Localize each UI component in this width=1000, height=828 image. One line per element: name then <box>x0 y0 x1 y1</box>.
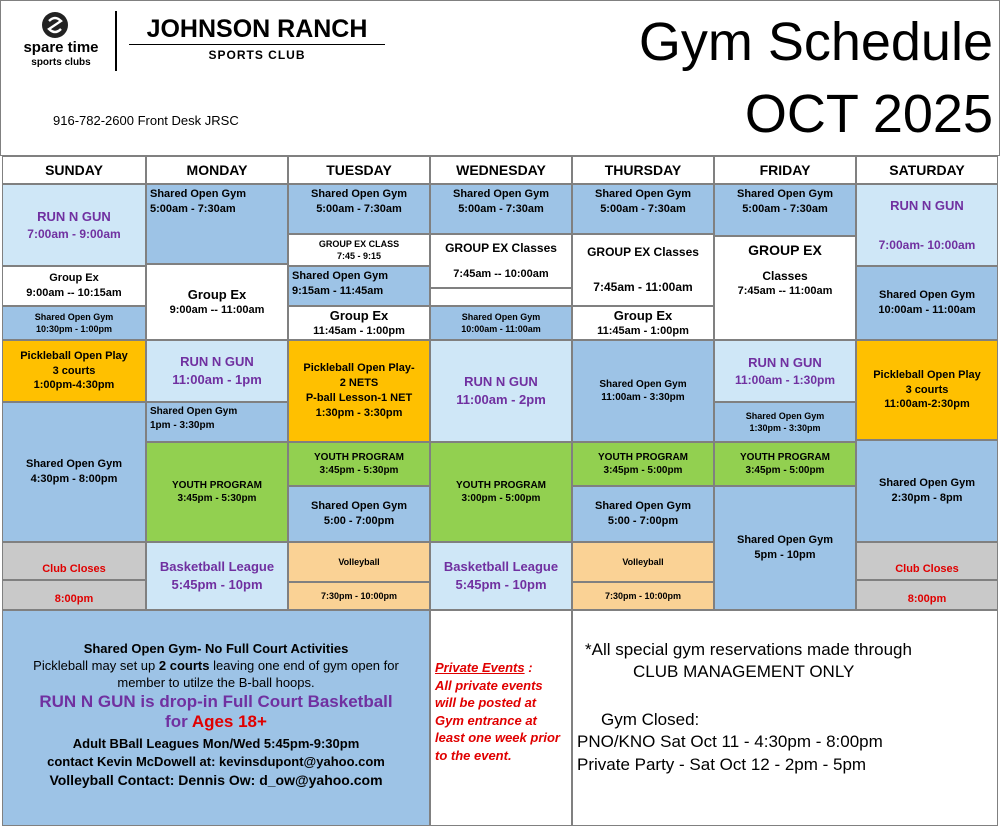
footer-left-l6: Adult BBall Leagues Mon/Wed 5:45pm-9:30pm <box>72 736 360 751</box>
friday-youth-time: 3:45pm - 5:00pm <box>745 465 825 476</box>
spare-time-logo <box>7 9 115 73</box>
wednesday-basketball-league <box>430 542 572 610</box>
wednesday-group-ex-classes <box>430 234 572 288</box>
sunday-groupex-title: Group Ex <box>49 272 99 285</box>
footer-left-l5a: for <box>165 712 192 731</box>
gym-closed-label: Gym Closed: <box>601 710 700 729</box>
thursday-sog2-title: Shared Open Gym <box>599 378 687 390</box>
tuesday-sog3-title: Shared Open Gym <box>311 500 407 513</box>
wednesday-youth-title: YOUTH PROGRAM <box>456 479 546 491</box>
footer-left-l2b: 2 courts <box>158 658 210 673</box>
monday-run-n-gun <box>146 340 288 402</box>
saturday-sog1-time: 10:00am - 11:00am <box>878 304 976 316</box>
tuesday-shared-open-gym-2 <box>288 266 430 306</box>
sunday-run-n-gun <box>2 184 146 266</box>
gym-closed-l2: Private Party - Sat Oct 12 - 2pm - 5pm <box>577 755 867 774</box>
tuesday-group-ex <box>288 306 430 340</box>
reservations-panel <box>572 610 998 826</box>
logo2-line2: SPORTS CLUB <box>208 48 306 62</box>
thursday-shared-open-gym-3 <box>572 486 714 542</box>
saturday-run-title: RUN N GUN <box>890 197 964 213</box>
friday-sog3-time: 5pm - 10pm <box>754 549 816 561</box>
header <box>0 0 1000 156</box>
monday-run-time: 11:00am - 1pm <box>172 372 262 387</box>
friday-youth-program <box>714 442 856 486</box>
wednesday-shared-open-gym-2 <box>430 306 572 340</box>
thursday-group-ex-classes <box>572 234 714 306</box>
tuesday-pb-l2: 2 NETS <box>339 377 379 390</box>
day-header-saturday: SATURDAY <box>856 156 998 184</box>
day-header-wednesday: WEDNESDAY <box>430 156 572 184</box>
sunday-sog1-time: 10:30pm - 1:00pm <box>35 324 113 334</box>
friday-gex-title: GROUP EX <box>748 242 822 258</box>
wednesday-gex-time: 7:45am -- 10:00am <box>453 267 549 280</box>
friday-shared-open-gym-2 <box>714 402 856 442</box>
saturday-close-title: Club Closes <box>895 563 959 576</box>
friday-run-n-gun <box>714 340 856 402</box>
sunday-close-title: Club Closes <box>42 563 106 576</box>
monday-youth-title: YOUTH PROGRAM <box>172 479 262 491</box>
sunday-shared-open-gym-1 <box>2 306 146 340</box>
monday-sog1-time: 5:00am - 7:30am <box>150 202 236 215</box>
saturday-run-time: 7:00am- 10:00am <box>878 238 976 253</box>
logo2-line1: JOHNSON RANCH <box>146 15 368 43</box>
monday-group-ex <box>146 264 288 340</box>
thursday-shared-open-gym-2 <box>572 340 714 442</box>
saturday-sog2-title: Shared Open Gym <box>879 477 975 490</box>
wednesday-blank <box>430 288 572 306</box>
monday-run-title: RUN N GUN <box>180 354 254 370</box>
tuesday-vb-time: 7:30pm - 10:00pm <box>320 590 398 601</box>
monday-bball-time: 5:45pm - 10pm <box>171 577 263 592</box>
private-events-body: All private events will be posted at Gym entrance at least one week prior to the event. <box>435 677 560 763</box>
wednesday-run-time: 11:00am - 2pm <box>456 392 546 407</box>
friday-sog2-time: 1:30pm - 3:30pm <box>749 423 821 433</box>
tuesday-groupex-time: 11:45am - 1:00pm <box>313 325 405 338</box>
wednesday-sog2-title: Shared Open Gym <box>461 311 541 322</box>
tuesday-groupex-title: Group Ex <box>329 307 389 323</box>
sunday-pickleball <box>2 340 146 402</box>
gym-closed-l1: PNO/KNO Sat Oct 11 - 4:30pm - 8:00pm <box>577 732 883 751</box>
spare-time-logo-icon <box>41 11 69 39</box>
tuesday-pb-l1: Pickleball Open Play- <box>303 362 415 375</box>
saturday-club-closes-time <box>856 580 998 610</box>
monday-basketball-league <box>146 542 288 610</box>
tuesday-youth-title: YOUTH PROGRAM <box>314 451 404 463</box>
sunday-club-closes <box>2 542 146 580</box>
friday-sog3-title: Shared Open Gym <box>737 534 833 547</box>
friday-sog1-time: 5:00am - 7:30am <box>742 202 828 215</box>
sunday-sog1-title: Shared Open Gym <box>34 311 114 322</box>
day-header-friday: FRIDAY <box>714 156 856 184</box>
footer-left-l5 <box>3 712 429 732</box>
tuesday-sog1-title: Shared Open Gym <box>311 188 407 200</box>
tuesday-group-ex-class <box>288 234 430 266</box>
friday-shared-open-gym-3 <box>714 486 856 610</box>
saturday-sog1-title: Shared Open Gym <box>879 289 975 302</box>
saturday-sog2-time: 2:30pm - 8pm <box>891 492 963 504</box>
friday-group-ex-classes <box>714 236 856 340</box>
wednesday-youth-program <box>430 442 572 542</box>
saturday-shared-open-gym-2 <box>856 440 998 542</box>
thursday-sog3-time: 5:00 - 7:00pm <box>607 515 679 527</box>
title-line1: Gym Schedule <box>638 12 993 72</box>
tuesday-sog2-time: 9:15am - 11:45am <box>292 284 384 297</box>
thursday-youth-time: 3:45pm - 5:00pm <box>603 465 683 476</box>
reservations-l2: CLUB MANAGEMENT ONLY <box>633 662 855 681</box>
tuesday-shared-open-gym-3 <box>288 486 430 542</box>
reservations-l1: *All special gym reservations made through <box>585 640 912 659</box>
footer-left-l2c: leaving one end of gym open for <box>209 658 399 673</box>
monday-sog2-time: 1pm - 3:30pm <box>150 419 215 431</box>
johnson-ranch-logo <box>129 15 385 65</box>
sunday-sog2-time: 4:30pm - 8:00pm <box>30 473 118 485</box>
day-header-sunday: SUNDAY <box>2 156 146 184</box>
logo2-rule <box>129 44 385 45</box>
wednesday-sog2-time: 10:00am - 11:00am <box>461 324 541 334</box>
wednesday-sog1-title: Shared Open Gym <box>453 188 549 200</box>
saturday-run-n-gun <box>856 184 998 266</box>
wednesday-bball-title: Basketball League <box>443 559 559 575</box>
saturday-pb-l1: Pickleball Open Play <box>873 368 981 381</box>
monday-youth-program <box>146 442 288 542</box>
thursday-group-ex <box>572 306 714 340</box>
tuesday-vb-title: Volleyball <box>338 556 380 567</box>
friday-gex-time: 7:45am -- 11:00am <box>737 285 833 298</box>
thursday-volleyball <box>572 542 714 582</box>
thursday-youth-title: YOUTH PROGRAM <box>598 451 688 463</box>
thursday-youth-program <box>572 442 714 486</box>
sunday-pb-l3: 1:00pm-4:30pm <box>33 379 115 392</box>
sunday-close-time: 8:00pm <box>54 593 94 606</box>
day-header-monday: MONDAY <box>146 156 288 184</box>
thursday-sog2-time: 11:00am - 3:30pm <box>601 392 685 403</box>
sunday-group-ex <box>2 266 146 306</box>
monday-shared-open-gym-1 <box>146 184 288 264</box>
footer-left-l4: RUN N GUN is drop-in Full Court Basketball <box>39 692 393 711</box>
tuesday-pb-l4: 1:30pm - 3:30pm <box>315 406 403 419</box>
wednesday-youth-time: 3:00pm - 5:00pm <box>461 493 541 504</box>
day-header-thursday: THURSDAY <box>572 156 714 184</box>
sunday-shared-open-gym-2 <box>2 402 146 542</box>
tuesday-pickleball <box>288 340 430 442</box>
saturday-club-closes <box>856 542 998 580</box>
footer-left-l2a: Pickleball may set up <box>33 658 159 673</box>
thursday-vb-time: 7:30pm - 10:00pm <box>604 590 682 601</box>
thursday-gex-title: GROUP EX Classes <box>587 245 699 260</box>
phone-text: 916-782-2600 Front Desk JRSC <box>53 113 239 128</box>
tuesday-sog1-time: 5:00am - 7:30am <box>316 202 402 215</box>
monday-youth-time: 3:45pm - 5:30pm <box>177 493 257 504</box>
saturday-pickleball <box>856 340 998 440</box>
title-line2: OCT 2025 <box>744 84 993 144</box>
thursday-gex-time: 7:45am - 11:00am <box>593 280 693 295</box>
footer-left-l3: member to utilze the B-ball hoops. <box>117 675 315 690</box>
private-events-colon: : <box>524 660 533 675</box>
day-header-tuesday: TUESDAY <box>288 156 430 184</box>
logo1-line1: spare time <box>23 39 99 56</box>
thursday-sog3-title: Shared Open Gym <box>595 500 691 513</box>
tuesday-volleyball <box>288 542 430 582</box>
saturday-shared-open-gym-1 <box>856 266 998 340</box>
footer-left-l2 <box>3 658 429 673</box>
sunday-sog2-title: Shared Open Gym <box>26 458 122 471</box>
thursday-vb-title: Volleyball <box>622 556 664 567</box>
friday-run-time: 11:00am - 1:30pm <box>734 372 836 387</box>
thursday-sog1-title: Shared Open Gym <box>595 188 691 200</box>
friday-sog1-title: Shared Open Gym <box>737 188 833 200</box>
monday-sog2-title: Shared Open Gym <box>150 406 238 417</box>
wednesday-shared-open-gym-1 <box>430 184 572 234</box>
thursday-groupex-title: Group Ex <box>613 307 673 323</box>
monday-groupex-time: 9:00am -- 11:00am <box>169 304 265 317</box>
wednesday-gex-title: GROUP EX Classes <box>445 241 557 256</box>
friday-sog2-title: Shared Open Gym <box>745 410 825 421</box>
logo1-line2: sports clubs <box>31 57 91 68</box>
sunday-groupex-time: 9:00am -- 10:15am <box>26 287 122 299</box>
tuesday-sog2-title: Shared Open Gym <box>292 270 388 282</box>
tuesday-pb-l3: P-ball Lesson-1 NET <box>305 392 413 404</box>
logo-divider <box>115 11 117 71</box>
tuesday-youth-time: 3:45pm - 5:30pm <box>319 465 399 476</box>
wednesday-run-title: RUN N GUN <box>464 374 538 390</box>
footer-rules-panel <box>2 610 430 826</box>
footer-left-l5b: Ages 18+ <box>191 712 267 731</box>
sunday-club-closes-time <box>2 580 146 610</box>
thursday-volleyball-time <box>572 582 714 610</box>
sunday-pb-l2: 3 courts <box>52 364 96 377</box>
private-events-title: Private Events <box>435 660 525 675</box>
private-events-panel <box>430 610 572 826</box>
tuesday-volleyball-time <box>288 582 430 610</box>
monday-sog1-title: Shared Open Gym <box>150 188 246 200</box>
thursday-sog1-time: 5:00am - 7:30am <box>600 202 686 215</box>
friday-run-title: RUN N GUN <box>748 355 822 371</box>
sunday-run-time: 7:00am - 9:00am <box>27 226 121 241</box>
friday-youth-title: YOUTH PROGRAM <box>740 451 830 463</box>
saturday-close-time: 8:00pm <box>907 593 947 606</box>
sunday-run-title: RUN N GUN <box>37 209 111 225</box>
sunday-pb-l1: Pickleball Open Play <box>20 349 128 362</box>
thursday-shared-open-gym-1 <box>572 184 714 234</box>
friday-gex-sub: Classes <box>762 268 808 283</box>
wednesday-run-n-gun <box>430 340 572 442</box>
monday-shared-open-gym-2 <box>146 402 288 442</box>
friday-shared-open-gym-1 <box>714 184 856 236</box>
saturday-pb-l2: 3 courts <box>905 383 949 396</box>
tuesday-youth-program <box>288 442 430 486</box>
footer-left-l1: Shared Open Gym- No Full Court Activities <box>83 641 349 656</box>
tuesday-sog3-time: 5:00 - 7:00pm <box>323 515 395 527</box>
tuesday-gexclass-title: GROUP EX CLASS <box>318 238 400 249</box>
tuesday-gexclass-time: 7:45 - 9:15 <box>336 251 382 261</box>
thursday-groupex-time: 11:45am - 1:00pm <box>597 325 689 338</box>
wednesday-sog1-time: 5:00am - 7:30am <box>458 202 544 215</box>
footer-left-l8: Volleyball Contact: Dennis Ow: d_ow@yahoo.com <box>49 772 383 788</box>
wednesday-bball-time: 5:45pm - 10pm <box>455 577 547 592</box>
tuesday-shared-open-gym-1 <box>288 184 430 234</box>
monday-groupex-title: Group Ex <box>187 286 247 302</box>
monday-bball-title: Basketball League <box>159 559 275 575</box>
footer-left-l7: contact Kevin McDowell at: kevinsdupont@yahoo.com <box>47 754 385 769</box>
saturday-pb-l3: 11:00am-2:30pm <box>884 398 970 411</box>
